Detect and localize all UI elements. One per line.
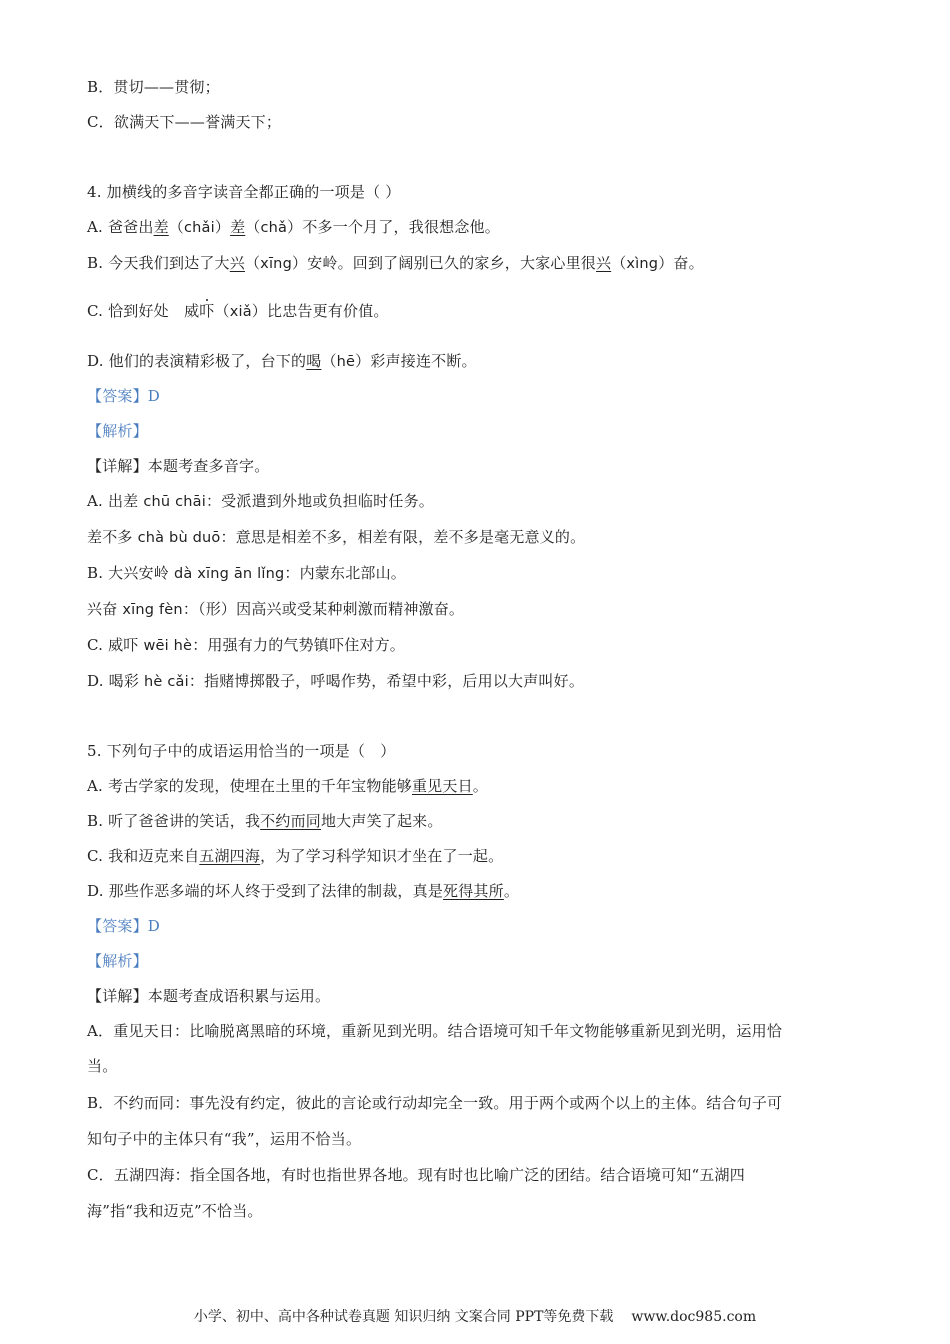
question-5-explanation-a-1: A．重见天日：比喻脱离黑暗的环境，重新见到光明。结合语境可知千年文物能够重新见到光明，运用恰 <box>87 1022 783 1040</box>
question-4-explanation-1: A. 出差 chū chāi：受派遣到外地或负担临时任务。 <box>87 492 434 510</box>
question-4-explanation-2: 差不多 chà bù duō：意思是相差不多，相差有限，差不多是毫无意义的。 <box>87 528 586 546</box>
option-c-line: C．欲满天下——誉满天下； <box>87 113 282 131</box>
question-5-detail: 【详解】本题考查成语积累与运用。 <box>87 987 331 1005</box>
question-5-title: 5. 下列句子中的成语运用恰当的一项是（ ） <box>87 742 396 760</box>
page-footer <box>0 1306 950 1326</box>
question-5-option-c: C. 我和迈克来自五湖四海，为了学习科学知识才坐在了一起。 <box>87 847 504 865</box>
question-5-option-d: D. 那些作恶多端的坏人终于受到了法律的制裁，真是死得其所。 <box>87 882 520 900</box>
question-4-explanation-3: B. 大兴安岭 dà xīng ān lǐng：内蒙东北部山。 <box>87 564 406 582</box>
question-4-explanation-6: D. 喝彩 hè cǎi：指赌博掷骰子，呼喝作势，希望中彩，后用以大声叫好。 <box>87 672 585 690</box>
question-5-explanation-b-1: B．不约而同：事先没有约定，彼此的言论或行动却完全一致。用于两个或两个以上的主体。结合句子可 <box>87 1094 783 1112</box>
question-4-explanation-5: C. 威吓 wēi hè：用强有力的气势镇吓住对方。 <box>87 636 405 654</box>
question-4-answer: 【答案】D <box>87 387 161 405</box>
question-4-option-a: A. 爸爸出差（chǎi）差（chǎ）不多一个月了，我很想念他。 <box>87 218 500 236</box>
question-5-answer: 【答案】D <box>87 917 161 935</box>
question-5-explanation-a-2: 当。 <box>87 1057 118 1075</box>
question-5-analysis-label: 【解析】 <box>87 952 148 970</box>
question-5-explanation-c-2: 海”指“我和迈克”不恰当。 <box>87 1202 263 1220</box>
footer-site-link[interactable]: www.doc985.com <box>631 1309 757 1325</box>
question-5-explanation-c-1: C．五湖四海：指全国各地，有时也指世界各地。现有时也比喻广泛的团结。结合语境可知“五湖四 <box>87 1166 745 1184</box>
question-5-explanation-b-2: 知句子中的主体只有“我”，运用不恰当。 <box>87 1130 362 1148</box>
question-4-option-c: C. 恰到好处 威吓（xiǎ）比忠告更有价值。 <box>87 302 389 320</box>
question-4-detail: 【详解】本题考查多音字。 <box>87 457 270 475</box>
question-4-explanation-4: 兴奋 xīng fèn：（形）因高兴或受某种刺激而精神激奋。 <box>87 600 465 618</box>
question-4-analysis-label: 【解析】 <box>87 422 148 440</box>
question-4-title: 4. 加横线的多音字读音全都正确的一项是（ ） <box>87 183 401 201</box>
question-4-option-b: B. 今天我们到达了大兴（xīng）安岭。回到了阔别已久的家乡，大家心里很兴（xìng）奋。 <box>87 254 704 272</box>
footer-text: 小学、初中、高中各种试卷真题 知识归纳 文案合同 PPT等免费下载 <box>193 1309 614 1325</box>
question-5-option-b: B. 听了爸爸讲的笑话，我不约而同地大声笑了起来。 <box>87 812 443 830</box>
question-5-option-a: A. 考古学家的发现，使埋在土里的千年宝物能够重见天日。 <box>87 777 488 795</box>
option-b-line: B．贯切——贯彻； <box>87 78 220 96</box>
question-4-option-d: D. 他们的表演精彩极了，台下的喝（hē）彩声接连不断。 <box>87 352 477 370</box>
